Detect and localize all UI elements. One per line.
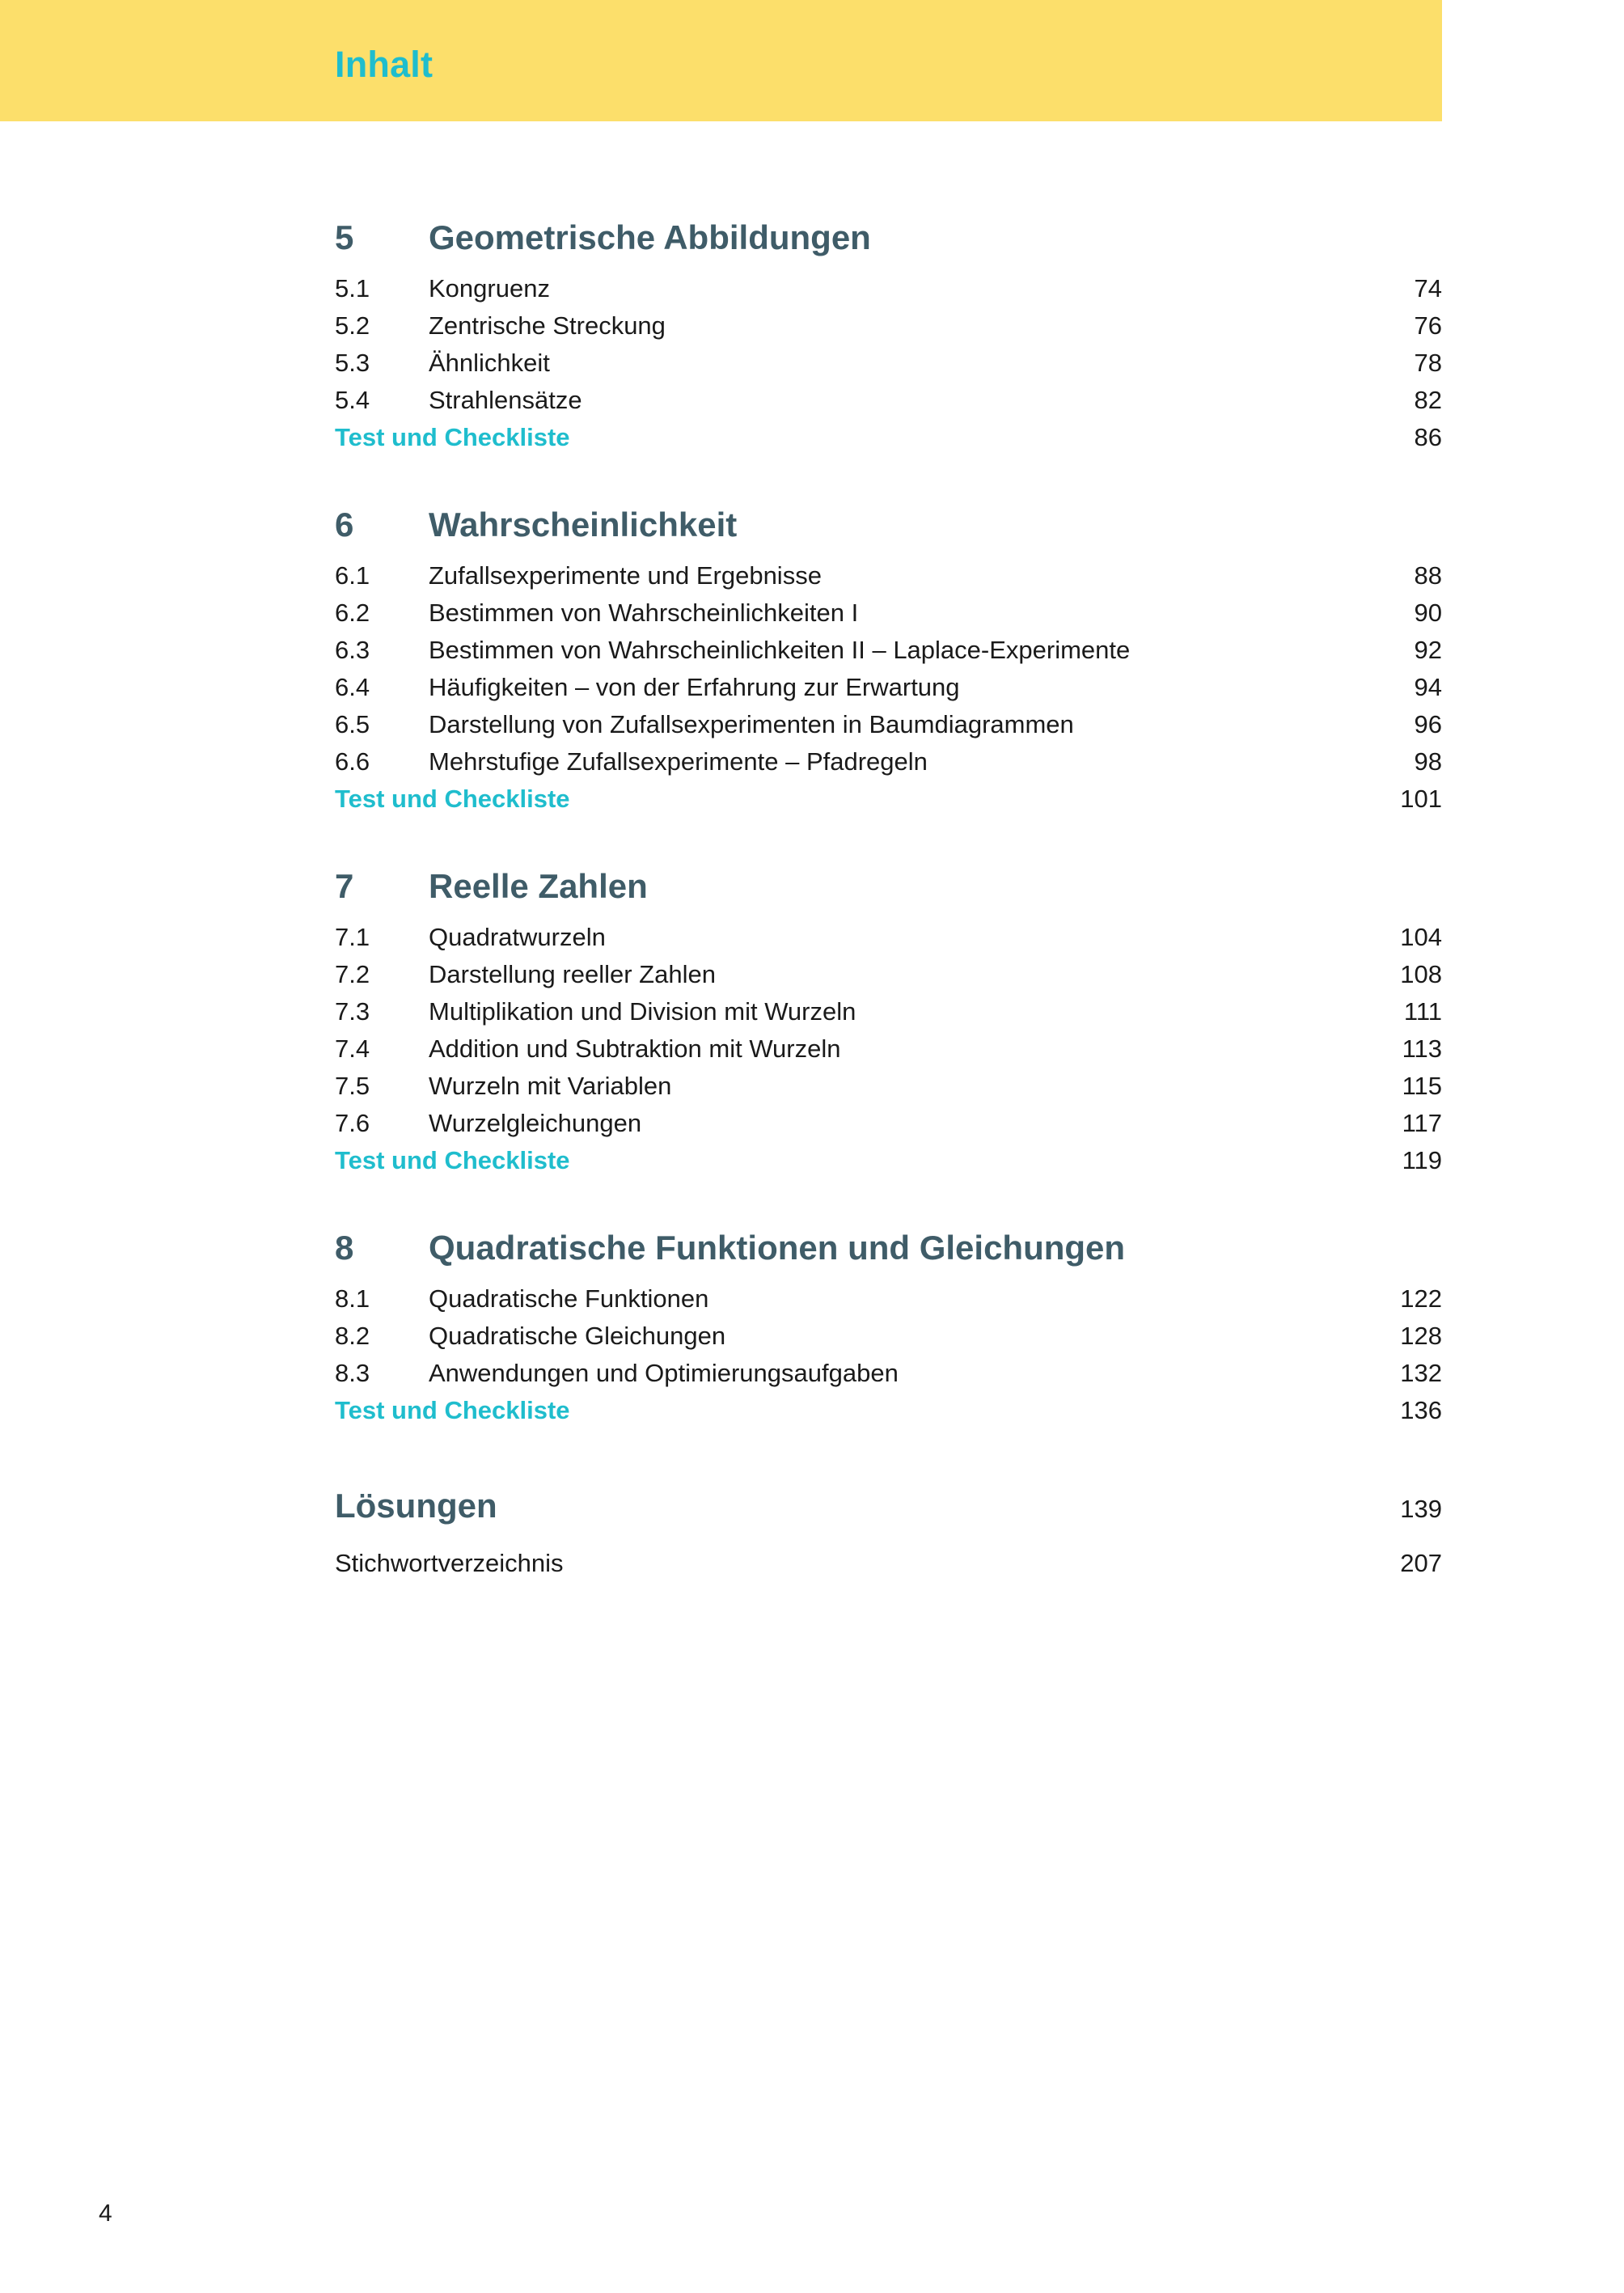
toc-entry[interactable] [335,1354,1442,1391]
entry-page: 76 [1414,311,1442,340]
entry-title: Bestimmen von Wahrscheinlichkeiten I [429,598,859,627]
entry-page: 74 [1414,273,1442,302]
chapter-heading [335,1229,1442,1267]
test-checklist-label: Test und Checkliste [335,1395,570,1424]
test-checklist-page: 101 [1400,784,1442,813]
entry-page: 111 [1403,996,1442,1026]
entry-number: 6.6 [335,747,370,776]
entry-title: Darstellung von Zufallsexperimenten in Baumdiagrammen [429,709,1074,738]
entry-title: Quadratische Gleichungen [429,1321,726,1350]
entry-page: 78 [1414,348,1442,377]
chapter-7 [335,867,1442,1178]
test-checklist-label: Test und Checkliste [335,1145,570,1174]
toc-entry[interactable] [335,344,1442,381]
chapter-title: Geometrische Abbildungen [429,218,871,256]
test-checklist-page: 119 [1402,1145,1442,1174]
entry-page: 88 [1414,561,1442,590]
entry-title: Zentrische Streckung [429,311,666,340]
toc-entry[interactable] [335,556,1442,594]
entry-number: 7.5 [335,1071,370,1100]
toc-entry[interactable] [335,307,1442,344]
header-band [0,0,1442,121]
entry-title: Strahlensätze [429,385,582,414]
entry-page: 82 [1414,385,1442,414]
chapter-number: 6 [335,506,354,544]
page-title: Inhalt [335,44,433,85]
entry-title: Anwendungen und Optimierungsaufgaben [429,1358,899,1387]
entry-number: 6.5 [335,709,370,738]
entry-page: 94 [1414,672,1442,701]
entry-number: 5.4 [335,385,370,414]
entry-number: 7.3 [335,996,370,1026]
entry-number: 6.1 [335,561,370,590]
entry-number: 7.2 [335,959,370,988]
folio-page-number: 4 [99,2200,112,2227]
entry-number: 5.1 [335,273,370,302]
entry-title: Darstellung reeller Zahlen [429,959,716,988]
entry-page: 115 [1402,1071,1442,1100]
entry-page: 104 [1400,922,1442,951]
toc-entry-test-checklist[interactable] [335,780,1442,817]
toc-entry[interactable] [335,918,1442,955]
toc-entry[interactable] [335,381,1442,418]
entry-title: Wurzeln mit Variablen [429,1071,672,1100]
index-entry[interactable] [335,1542,1442,1584]
entry-page: 90 [1414,598,1442,627]
entry-title: Ähnlichkeit [429,348,550,377]
entry-title: Quadratische Funktionen [429,1284,709,1313]
entry-title: Multiplikation und Division mit Wurzeln [429,996,856,1026]
toc-entry[interactable] [335,1317,1442,1354]
toc-entry[interactable] [335,992,1442,1030]
toc-entry[interactable] [335,705,1442,742]
backmatter [335,1487,1442,1584]
toc-entry[interactable] [335,1280,1442,1317]
index-title: Stichwortverzeichnis [335,1548,564,1577]
entry-number: 7.6 [335,1108,370,1137]
chapter-heading [335,867,1442,905]
chapter-heading [335,506,1442,544]
toc-entry[interactable] [335,594,1442,631]
toc-entry[interactable] [335,1104,1442,1141]
chapter-title: Reelle Zahlen [429,867,648,906]
entry-page: 132 [1400,1358,1442,1387]
toc-entry[interactable] [335,955,1442,992]
entry-page: 113 [1402,1034,1442,1063]
entry-page: 117 [1402,1108,1442,1137]
entry-number: 5.3 [335,348,370,377]
toc-entry[interactable] [335,269,1442,307]
toc-entry[interactable] [335,668,1442,705]
toc-entry[interactable] [335,742,1442,780]
test-checklist-label: Test und Checkliste [335,422,570,451]
entry-page: 98 [1414,747,1442,776]
entry-number: 6.4 [335,672,370,701]
entry-title: Quadratwurzeln [429,922,606,951]
test-checklist-page: 136 [1400,1395,1442,1424]
entry-page: 122 [1400,1284,1442,1313]
entry-title: Mehrstufige Zufallsexperimente – Pfadregeln [429,747,928,776]
solutions-entry[interactable] [335,1487,1442,1525]
toc-entry[interactable] [335,1067,1442,1104]
entry-page: 96 [1414,709,1442,738]
chapter-title: Quadratische Funktionen und Gleichungen [429,1229,1126,1267]
entry-page: 128 [1400,1321,1442,1350]
chapter-6 [335,506,1442,817]
entry-title: Bestimmen von Wahrscheinlichkeiten II – Laplace-Experimente [429,635,1131,664]
entry-number: 7.4 [335,1034,370,1063]
chapter-title: Wahrscheinlichkeit [429,506,738,544]
toc-entry[interactable] [335,631,1442,668]
entry-title: Zufallsexperimente und Ergebnisse [429,561,822,590]
toc-content [335,218,1442,1584]
entry-title: Häufigkeiten – von der Erfahrung zur Erwartung [429,672,960,701]
toc-entry-test-checklist[interactable] [335,1141,1442,1178]
toc-entry[interactable] [335,1030,1442,1067]
toc-entry-test-checklist[interactable] [335,1391,1442,1428]
solutions-title: Lösungen [335,1487,497,1525]
toc-entry-test-checklist[interactable] [335,418,1442,455]
entry-number: 5.2 [335,311,370,340]
entry-number: 6.3 [335,635,370,664]
entry-title: Addition und Subtraktion mit Wurzeln [429,1034,841,1063]
entry-number: 6.2 [335,598,370,627]
entry-page: 108 [1400,959,1442,988]
chapter-5 [335,218,1442,455]
chapter-8 [335,1229,1442,1428]
chapter-number: 5 [335,218,354,256]
test-checklist-page: 86 [1414,422,1442,451]
test-checklist-label: Test und Checkliste [335,784,570,813]
chapter-number: 7 [335,867,354,906]
entry-title: Wurzelgleichungen [429,1108,642,1137]
solutions-page: 139 [1400,1495,1442,1524]
entry-number: 8.2 [335,1321,370,1350]
index-page: 207 [1400,1548,1442,1577]
entry-number: 8.1 [335,1284,370,1313]
entry-title: Kongruenz [429,273,550,302]
chapter-heading [335,218,1442,256]
chapter-number: 8 [335,1229,354,1267]
entry-page: 92 [1414,635,1442,664]
entry-number: 8.3 [335,1358,370,1387]
entry-number: 7.1 [335,922,370,951]
